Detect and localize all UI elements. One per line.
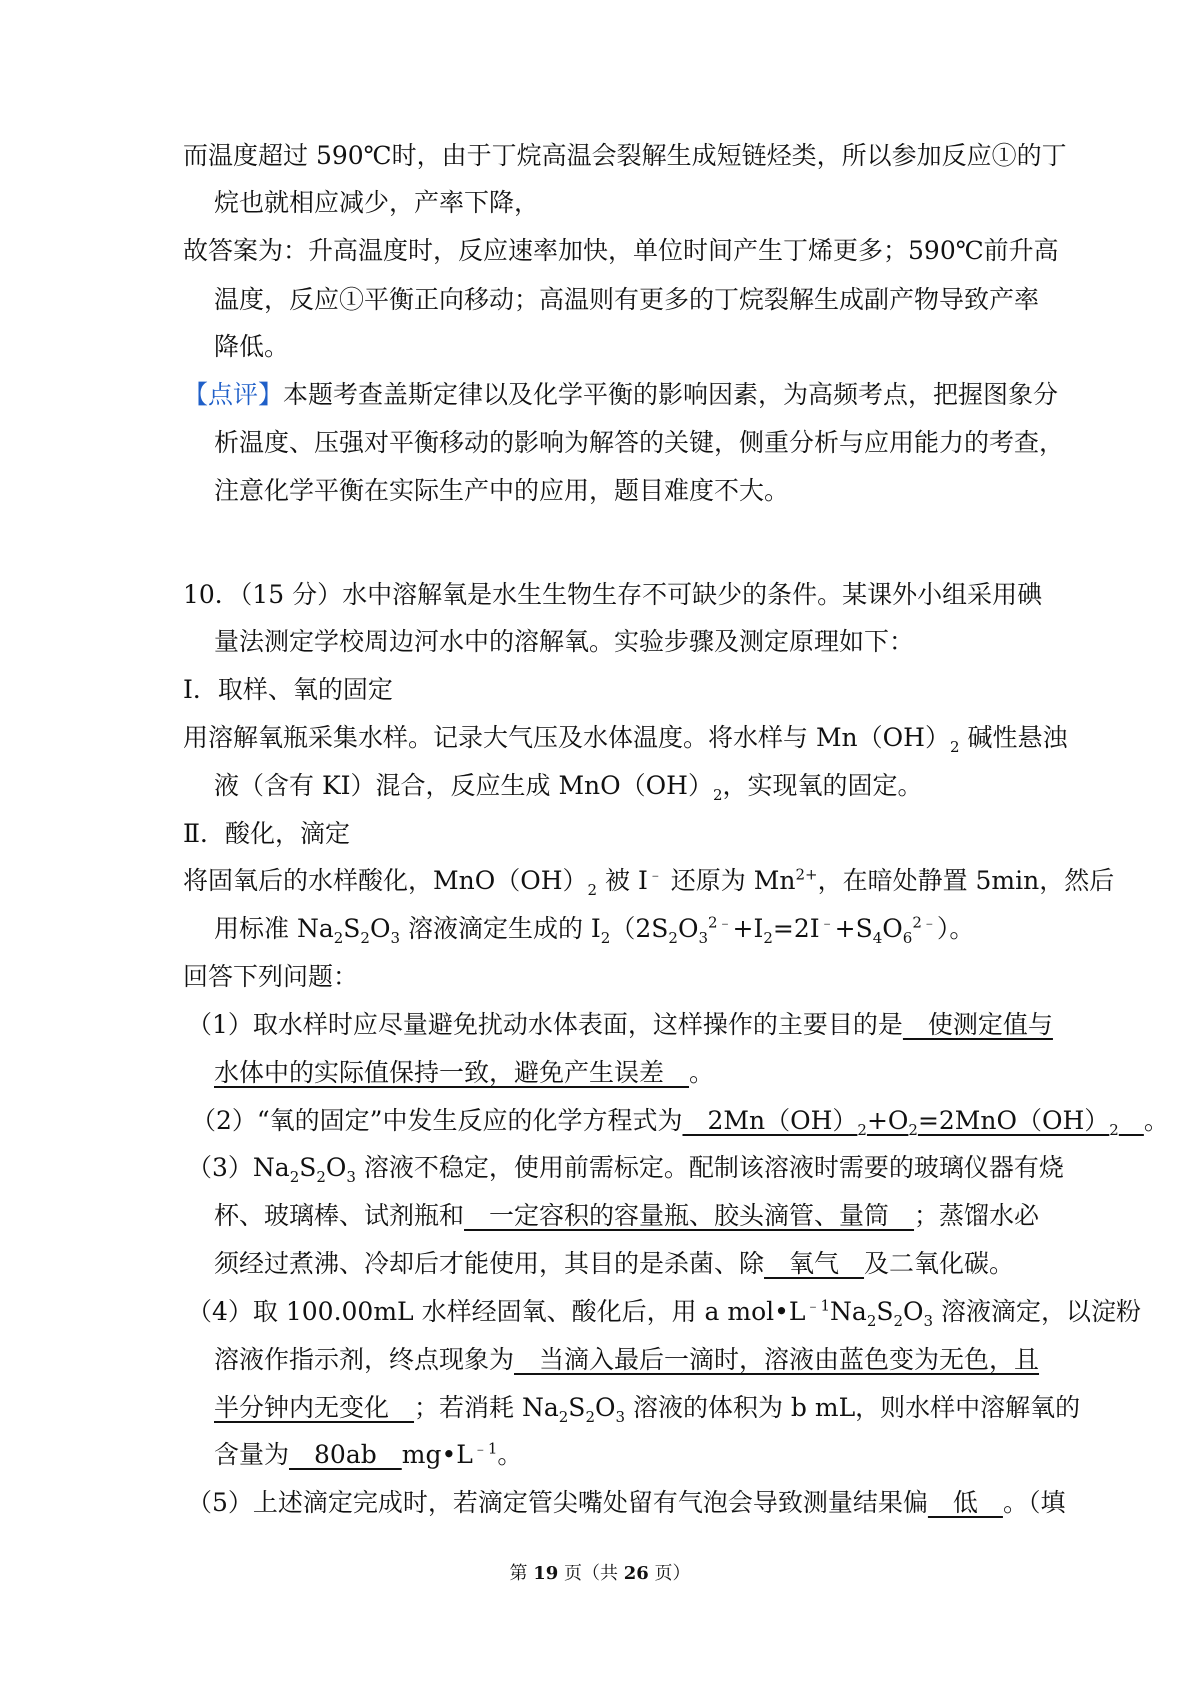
subscript: 2 [333, 929, 344, 947]
text: 回答下列问题： [183, 962, 359, 991]
text: Ⅱ．酸化，滴定 [183, 819, 350, 848]
text: 须经过煮沸、冷却后才能使用，其目的是杀菌、除 [214, 1249, 765, 1278]
answer-5-blank: 低 [927, 1488, 1003, 1517]
text: （2S [610, 914, 669, 943]
text-line [214, 473, 789, 509]
text: O [677, 914, 699, 943]
text: S [876, 1297, 894, 1326]
superscript: 2﹣ [707, 913, 733, 932]
text: ；蒸馏水必 [914, 1201, 1040, 1230]
subscript: 3 [923, 1312, 934, 1330]
text: 杯、玻璃棒、试剂瓶和 [214, 1201, 465, 1230]
text: 溶液不稳定，使用前需标定。配制该溶液时需要的玻璃仪器有烧 [355, 1153, 1064, 1182]
subscript: 2 [587, 881, 598, 899]
subscript: 2 [668, 929, 678, 947]
text: ，在暗处静置 5min，然后 [817, 866, 1115, 895]
answer-3-blank: 氧气 [764, 1249, 865, 1278]
subscript: 3 [615, 1408, 626, 1426]
text: 。（填 [1002, 1488, 1066, 1517]
superscript: ﹣ [647, 865, 663, 884]
text: 将固氧后的水样酸化，MnO（OH） [183, 866, 588, 895]
text: 溶液滴定，以淀粉 [933, 1297, 1142, 1326]
text-line [214, 624, 914, 660]
answer-4-blank: 半分钟内无变化 [214, 1393, 415, 1422]
text: 及二氧化碳。 [864, 1249, 1015, 1278]
text: O [369, 914, 391, 943]
text-line [183, 720, 1067, 756]
text-line [183, 233, 1059, 269]
text: 本题考查盖斯定律以及化学平衡的影响因素，为高频考点，把握图象分 [283, 380, 1059, 409]
subscript: 2 [712, 786, 723, 804]
subscript: 2 [289, 1168, 300, 1186]
text: 2Mn（OH） [682, 1106, 858, 1135]
text: ，实现氧的固定。 [722, 771, 923, 800]
subscript: 3 [390, 929, 401, 947]
subscript: 2 [949, 738, 960, 756]
text: 降低。 [214, 332, 290, 361]
text: =2I [772, 914, 820, 943]
comment-tag: 【点评】 [183, 380, 284, 409]
text-line [214, 329, 289, 365]
subscript: 2 [763, 929, 773, 947]
text: 还原为 Mn [662, 866, 796, 895]
text: 用溶解氧瓶采集水样。记录大气压及水体温度。将水样与 Mn（OH） [183, 723, 950, 752]
text-line [214, 185, 539, 221]
text-line [214, 768, 923, 804]
answer-2-blank [682, 1106, 1143, 1139]
footer-text: 第 [509, 1563, 534, 1584]
footer-text: 页） [648, 1563, 691, 1584]
text-line [183, 863, 1114, 899]
subscript: 3 [346, 1168, 356, 1186]
answer-1-line [214, 1055, 714, 1091]
subscript: 2 [857, 1121, 867, 1139]
section-heading [183, 672, 393, 708]
text: 用标准 Na [214, 914, 334, 943]
subscript: 2 [360, 929, 370, 947]
text: 。 [1143, 1106, 1169, 1135]
text: 含量为 [214, 1440, 290, 1469]
superscript: ﹣1 [472, 1439, 498, 1458]
answer-3-blank: 一定容积的容量瓶、胶头滴管、量筒 [464, 1201, 915, 1230]
answer-4-line [214, 1390, 1080, 1426]
text [1119, 1106, 1144, 1135]
page-footer [0, 1562, 1200, 1586]
text: 故答案为：升高温度时，反应速率加快，单位时间产生丁烯更多；590℃前升高 [183, 236, 1059, 265]
text: 。 [497, 1440, 523, 1469]
text: ；若消耗 Na [414, 1393, 559, 1422]
text: 。 [689, 1058, 715, 1087]
text: O [594, 1393, 616, 1422]
comment-line [183, 377, 1058, 413]
question-title [183, 577, 1042, 613]
text-line [214, 911, 974, 947]
text: +I [732, 914, 764, 943]
superscript: 2+ [795, 865, 818, 884]
answer-3-line [214, 1198, 1039, 1234]
answer-1-line [187, 1007, 1053, 1043]
answer-4-line [214, 1437, 522, 1473]
text: +O [866, 1106, 909, 1135]
text: 注意化学平衡在实际生产中的应用，题目难度不大。 [214, 476, 790, 505]
text: 量法测定学校周边河水中的溶解氧。实验步骤及测定原理如下： [214, 627, 915, 656]
superscript: 2﹣ [912, 913, 937, 932]
subscript: 6 [902, 929, 913, 947]
text: O [882, 914, 903, 943]
subscript: 2 [600, 929, 611, 947]
subscript: 2 [316, 1168, 326, 1186]
text: （3）Na [187, 1153, 290, 1182]
text: （1）取水样时应尽量避免扰动水体表面，这样操作的主要目的是 [187, 1010, 903, 1039]
text: 溶液滴定生成的 I [400, 914, 601, 943]
text-line [214, 282, 1039, 318]
answer-3-line [214, 1246, 1014, 1282]
answer-2-line [191, 1103, 1169, 1139]
subscript: 2 [558, 1408, 569, 1426]
text: 而温度超过 590℃时，由于丁烷高温会裂解生成短链烃类，所以参加反应①的丁 [183, 141, 1067, 170]
text: S [568, 1393, 586, 1422]
text: （2）“氧的固定”中发生反应的化学方程式为 [191, 1106, 683, 1135]
text: 碱性悬浊 [959, 723, 1068, 752]
footer-text: 页（共 [558, 1563, 624, 1584]
answer-1-blank: 使测定值与 [902, 1010, 1053, 1039]
text: 溶液的体积为 b mL，则水样中溶解氧的 [625, 1393, 1081, 1422]
text: +S [834, 914, 873, 943]
answer-3-line [187, 1150, 1064, 1186]
answer-1-blank: 水体中的实际值保持一致，避免产生误差 [214, 1058, 690, 1087]
section-heading [183, 816, 350, 852]
text: O [325, 1153, 347, 1182]
subscript: 2 [908, 1121, 918, 1139]
text: 溶液作指示剂，终点现象为 [214, 1345, 515, 1374]
text: （4）取 100.00mL 水样经固氧、酸化后，用 a mol•L [187, 1297, 806, 1326]
text: ）。 [936, 914, 975, 943]
subscript: 2 [1109, 1121, 1119, 1139]
text: Ⅰ．取样、氧的固定 [183, 675, 393, 704]
text: 液（含有 KI）混合，反应生成 MnO（OH） [214, 771, 713, 800]
text: 烷也就相应减少，产率下降， [214, 188, 540, 217]
answer-4-line [214, 1342, 1039, 1378]
page-total: 26 [623, 1563, 649, 1584]
superscript: ﹣1 [805, 1296, 831, 1315]
text: O [903, 1297, 924, 1326]
subscript: 2 [866, 1312, 877, 1330]
answer-4-blank: 80ab [289, 1440, 402, 1469]
text: 温度，反应①平衡正向移动；高温则有更多的丁烷裂解生成副产物导致产率 [214, 285, 1040, 314]
text: Na [830, 1297, 867, 1326]
answer-4-line [187, 1294, 1141, 1330]
text-line [183, 959, 358, 995]
text: （5）上述滴定完成时，若滴定管尖嘴处留有气泡会导致测量结果偏 [187, 1488, 928, 1517]
text: 10．（15 分）水中溶解氧是水生生物生存不可缺少的条件。某课外小组采用碘 [183, 580, 1043, 609]
text: mg•L [401, 1440, 473, 1469]
superscript: ﹣ [819, 913, 835, 932]
subscript: 3 [698, 929, 708, 947]
subscript: 2 [585, 1408, 595, 1426]
answer-4-blank: 当滴入最后一滴时，溶液由蓝色变为无色，且 [514, 1345, 1040, 1374]
text: 被 I [597, 866, 648, 895]
text: S [299, 1153, 317, 1182]
answer-5-line [187, 1485, 1065, 1521]
subscript: 4 [872, 929, 883, 947]
text: =2MnO（OH） [917, 1106, 1110, 1135]
subscript: 2 [893, 1312, 904, 1330]
text-line [214, 425, 1064, 461]
text-line [183, 138, 1067, 174]
page-number: 19 [533, 1563, 559, 1584]
text: S [343, 914, 361, 943]
text: 析温度、压强对平衡移动的影响为解答的关键，侧重分析与应用能力的考查， [214, 428, 1065, 457]
